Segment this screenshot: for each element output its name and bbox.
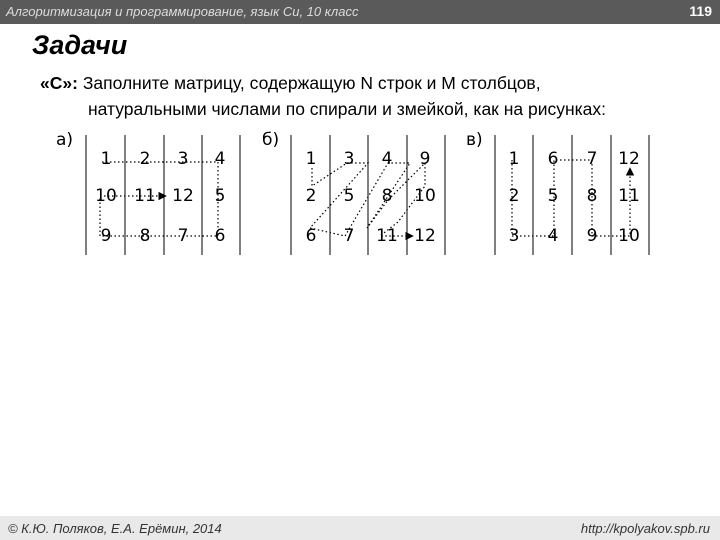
matrix-c-cell: 11 — [618, 186, 640, 206]
copyright-text: © К.Ю. Поляков, Е.А. Ерёмин, 2014 — [8, 521, 222, 536]
matrix-a-cell: 3 — [177, 149, 189, 169]
matrix-c-cell: 1 — [508, 149, 520, 169]
matrix-b-cell: 7 — [343, 226, 355, 246]
matrix-c-cell: 2 — [508, 186, 520, 206]
matrix-c-cell: 6 — [547, 149, 559, 169]
matrix-a-cell: 1 — [100, 149, 112, 169]
task-label: «C»: — [40, 73, 78, 93]
matrix-c-cell: 10 — [618, 226, 640, 246]
matrix-c-cell: 9 — [586, 226, 598, 246]
matrix-a-cell: 5 — [214, 186, 226, 206]
matrix-b-cell: 1 — [305, 149, 317, 169]
matrix-a-cell: 10 — [95, 186, 117, 206]
matrix-b-cell: 3 — [343, 149, 355, 169]
matrix-b-cell: 6 — [305, 226, 317, 246]
matrix-c-cell: 5 — [547, 186, 559, 206]
matrix-a-path — [100, 162, 218, 236]
matrix-c-cell: 4 — [547, 226, 559, 246]
matrix-b-cell: 10 — [414, 186, 436, 206]
matrix-a-cell: 8 — [139, 226, 151, 246]
matrix-a-cell: 9 — [100, 226, 112, 246]
course-title: Алгоритмизация и программирование, язык Си, 10 класс — [6, 4, 359, 19]
matrix-c-cell: 12 — [618, 149, 640, 169]
matrix-a-cell: 11 — [134, 186, 156, 206]
matrix-a-cell: 12 — [172, 186, 194, 206]
matrix-a-cell: 7 — [177, 226, 189, 246]
slide-title: Задачи — [32, 30, 128, 60]
footer-bar — [0, 516, 720, 540]
matrix-c-cell: 8 — [586, 186, 598, 206]
matrix-b-cell: 5 — [343, 186, 355, 206]
matrix-b-label: б) — [262, 130, 280, 150]
matrix-b-cell: 12 — [414, 226, 436, 246]
site-url: http://kpolyakov.spb.ru — [580, 521, 710, 536]
task-line-1: Заполните матрицу, содержащую N строк и M столбцов, — [82, 73, 541, 93]
matrix-a-label: а) — [56, 130, 74, 150]
matrix-c-path — [512, 160, 630, 236]
matrix-c-label: в) — [466, 130, 483, 150]
matrix-c-cell: 7 — [586, 149, 598, 169]
matrix-a-cell: 4 — [214, 149, 226, 169]
matrix-b-cell: 8 — [381, 186, 393, 206]
matrix-b-cell: 4 — [381, 149, 393, 169]
matrix-a-cell: 2 — [139, 149, 151, 169]
matrix-b-cell: 2 — [305, 186, 317, 206]
matrix-b-cell: 11 — [376, 226, 398, 246]
page-number: 119 — [689, 3, 712, 19]
matrix-b-cell: 9 — [419, 149, 431, 169]
task-line-2: натуральными числами по спирали и змейкой, как на рисунках: — [88, 99, 607, 119]
matrix-c-cell: 3 — [508, 226, 520, 246]
matrix-a-cell: 6 — [214, 226, 226, 246]
